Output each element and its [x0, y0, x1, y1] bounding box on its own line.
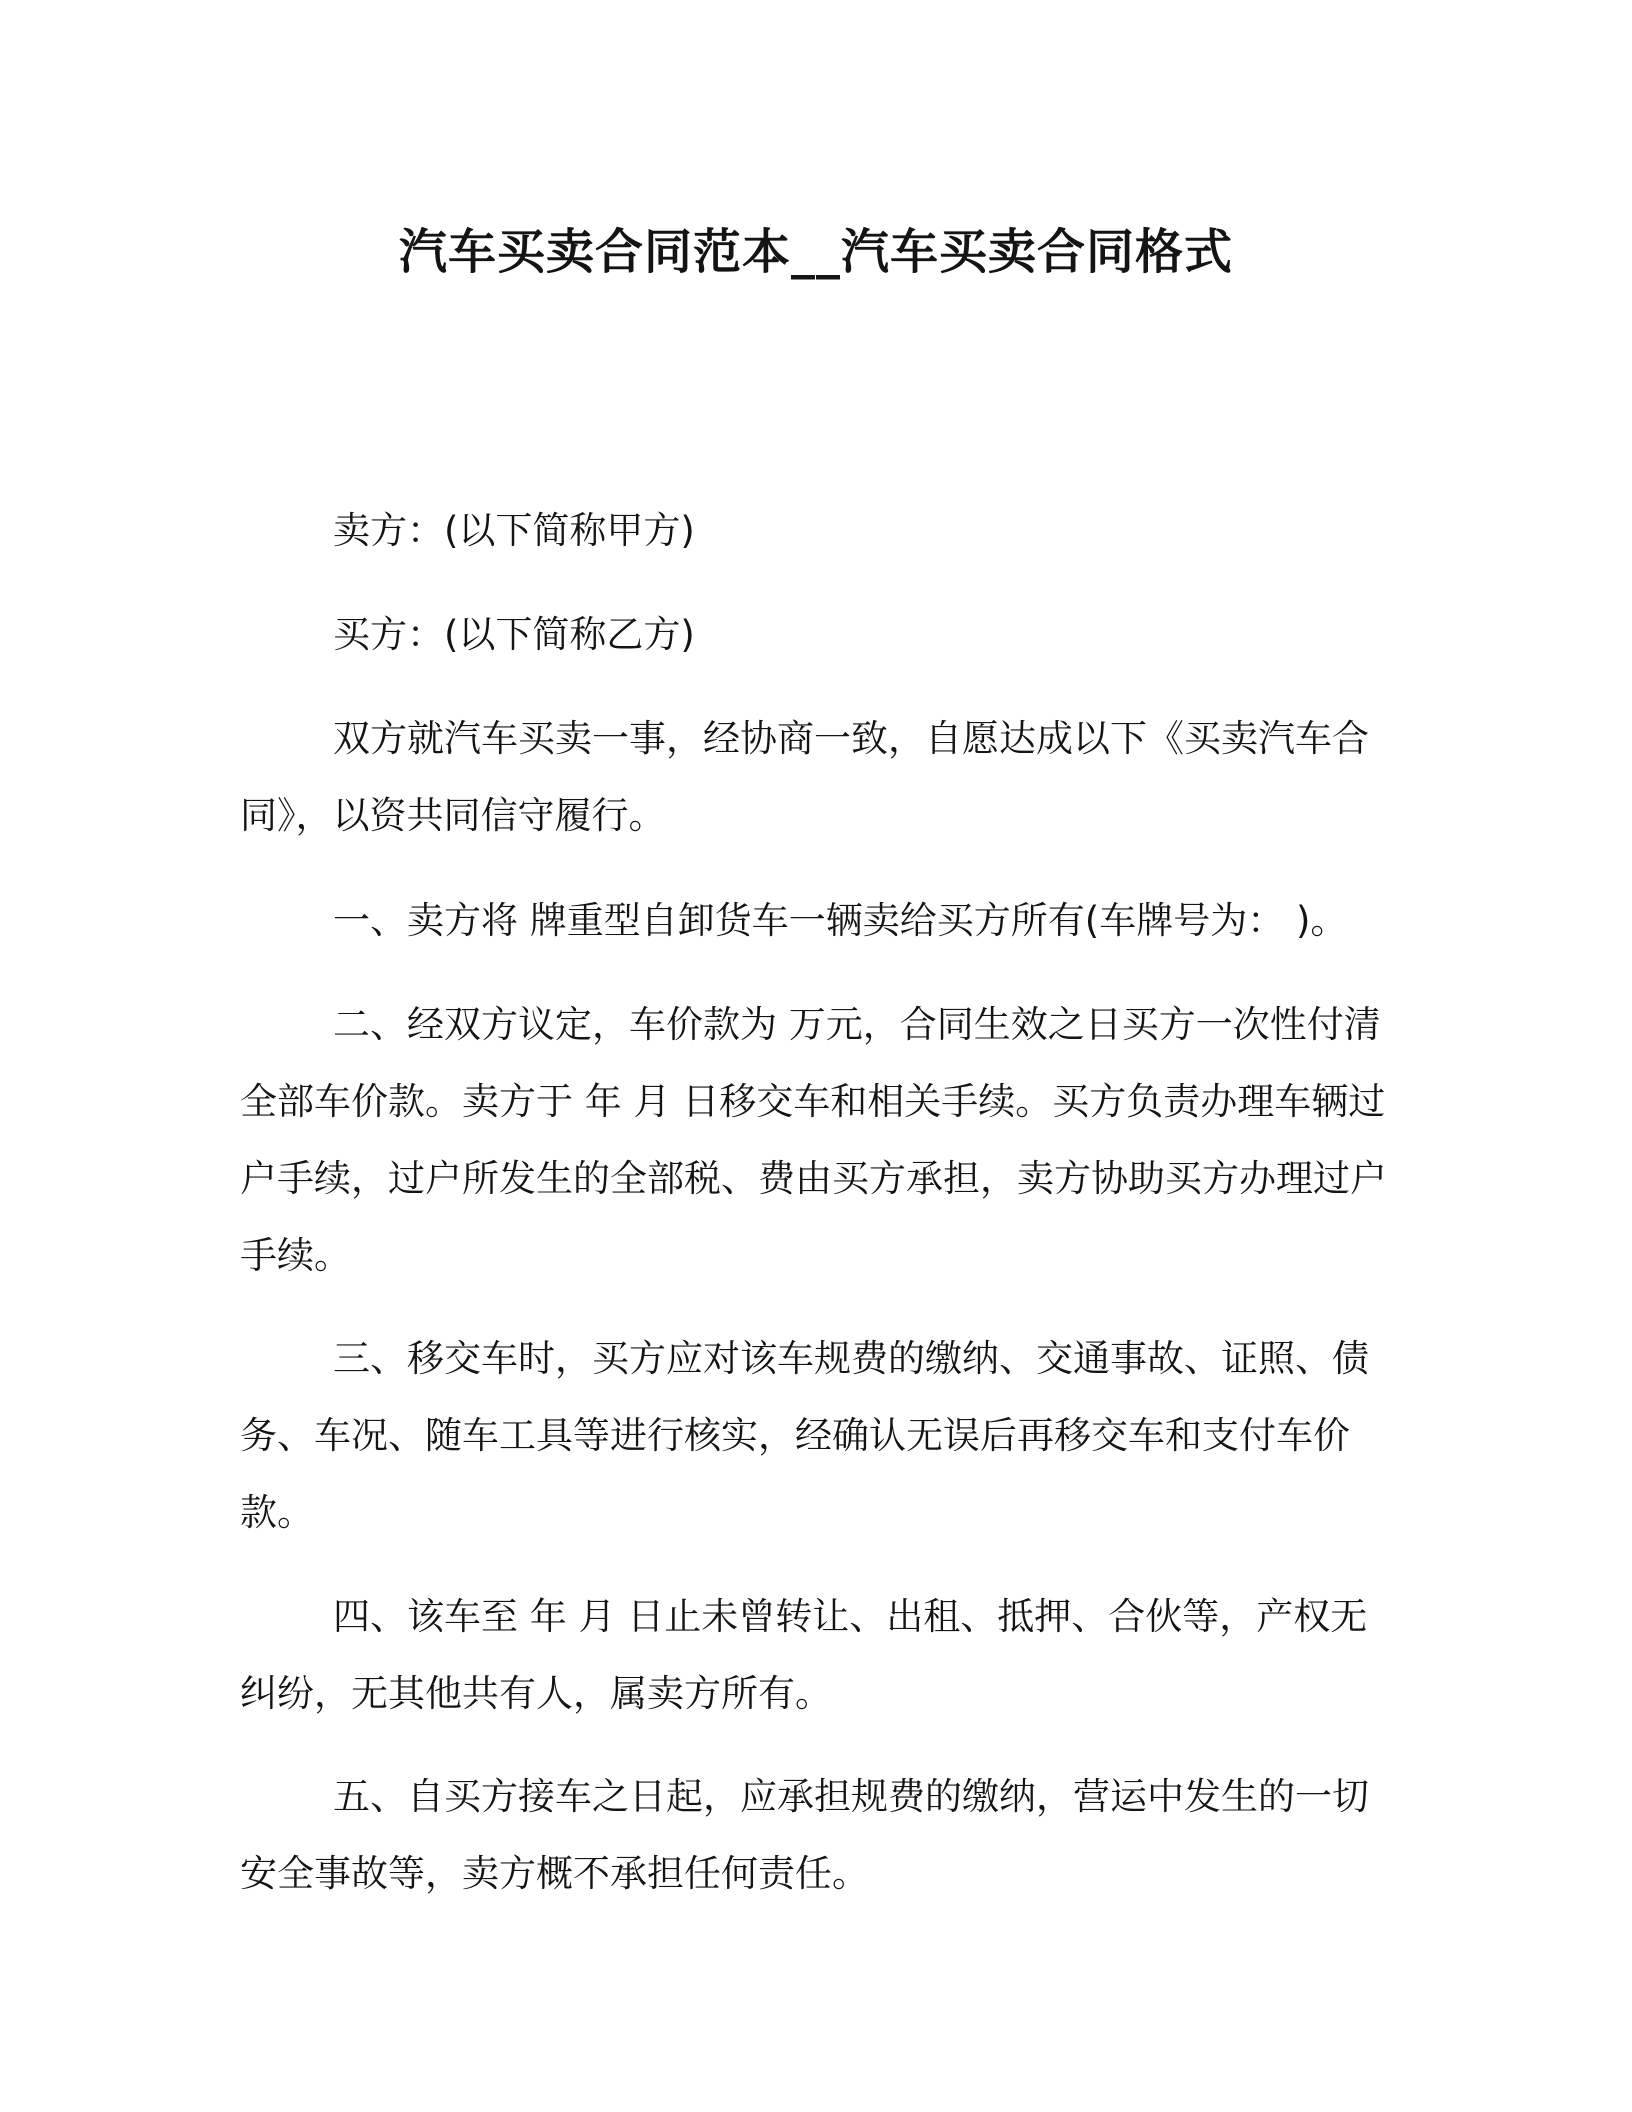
clause-5: 五、自买方接车之日起，应承担规费的缴纳，营运中发生的一切安全事故等，卖方概不承担任何责任。	[240, 1775, 1369, 1895]
buyer-line: 买方：(以下简称乙方)	[333, 613, 695, 656]
preamble-paragraph: 双方就汽车买卖一事，经协商一致，自愿达成以下《买卖汽车合同》，以资共同信守履行。	[240, 717, 1369, 837]
clause-1: 一、卖方将 牌重型自卸货车一辆卖给买方所有(车牌号为： )。	[333, 899, 1348, 942]
document-title: 汽车买卖合同范本__汽车买卖合同格式	[398, 224, 1233, 280]
clause-2: 二、经双方议定，车价款为 万元，合同生效之日买方一次性付清全部车价款。卖方于 年 月 日移交车和相关手续。买方负责办理车辆过户手续，过户所发生的全部税、费由买方承担，卖方协助买方办理过户手续。	[240, 1003, 1387, 1277]
seller-line: 卖方：(以下简称甲方)	[333, 509, 695, 552]
clause-3: 三、移交车时，买方应对该车规费的缴纳、交通事故、证照、债务、车况、随车工具等进行核实，经确认无误后再移交车和支付车价款。	[240, 1337, 1369, 1534]
clause-4: 四、该车至 年 月 日止未曾转让、出租、抵押、合伙等，产权无纠纷，无其他共有人，属卖方所有。	[240, 1595, 1368, 1715]
